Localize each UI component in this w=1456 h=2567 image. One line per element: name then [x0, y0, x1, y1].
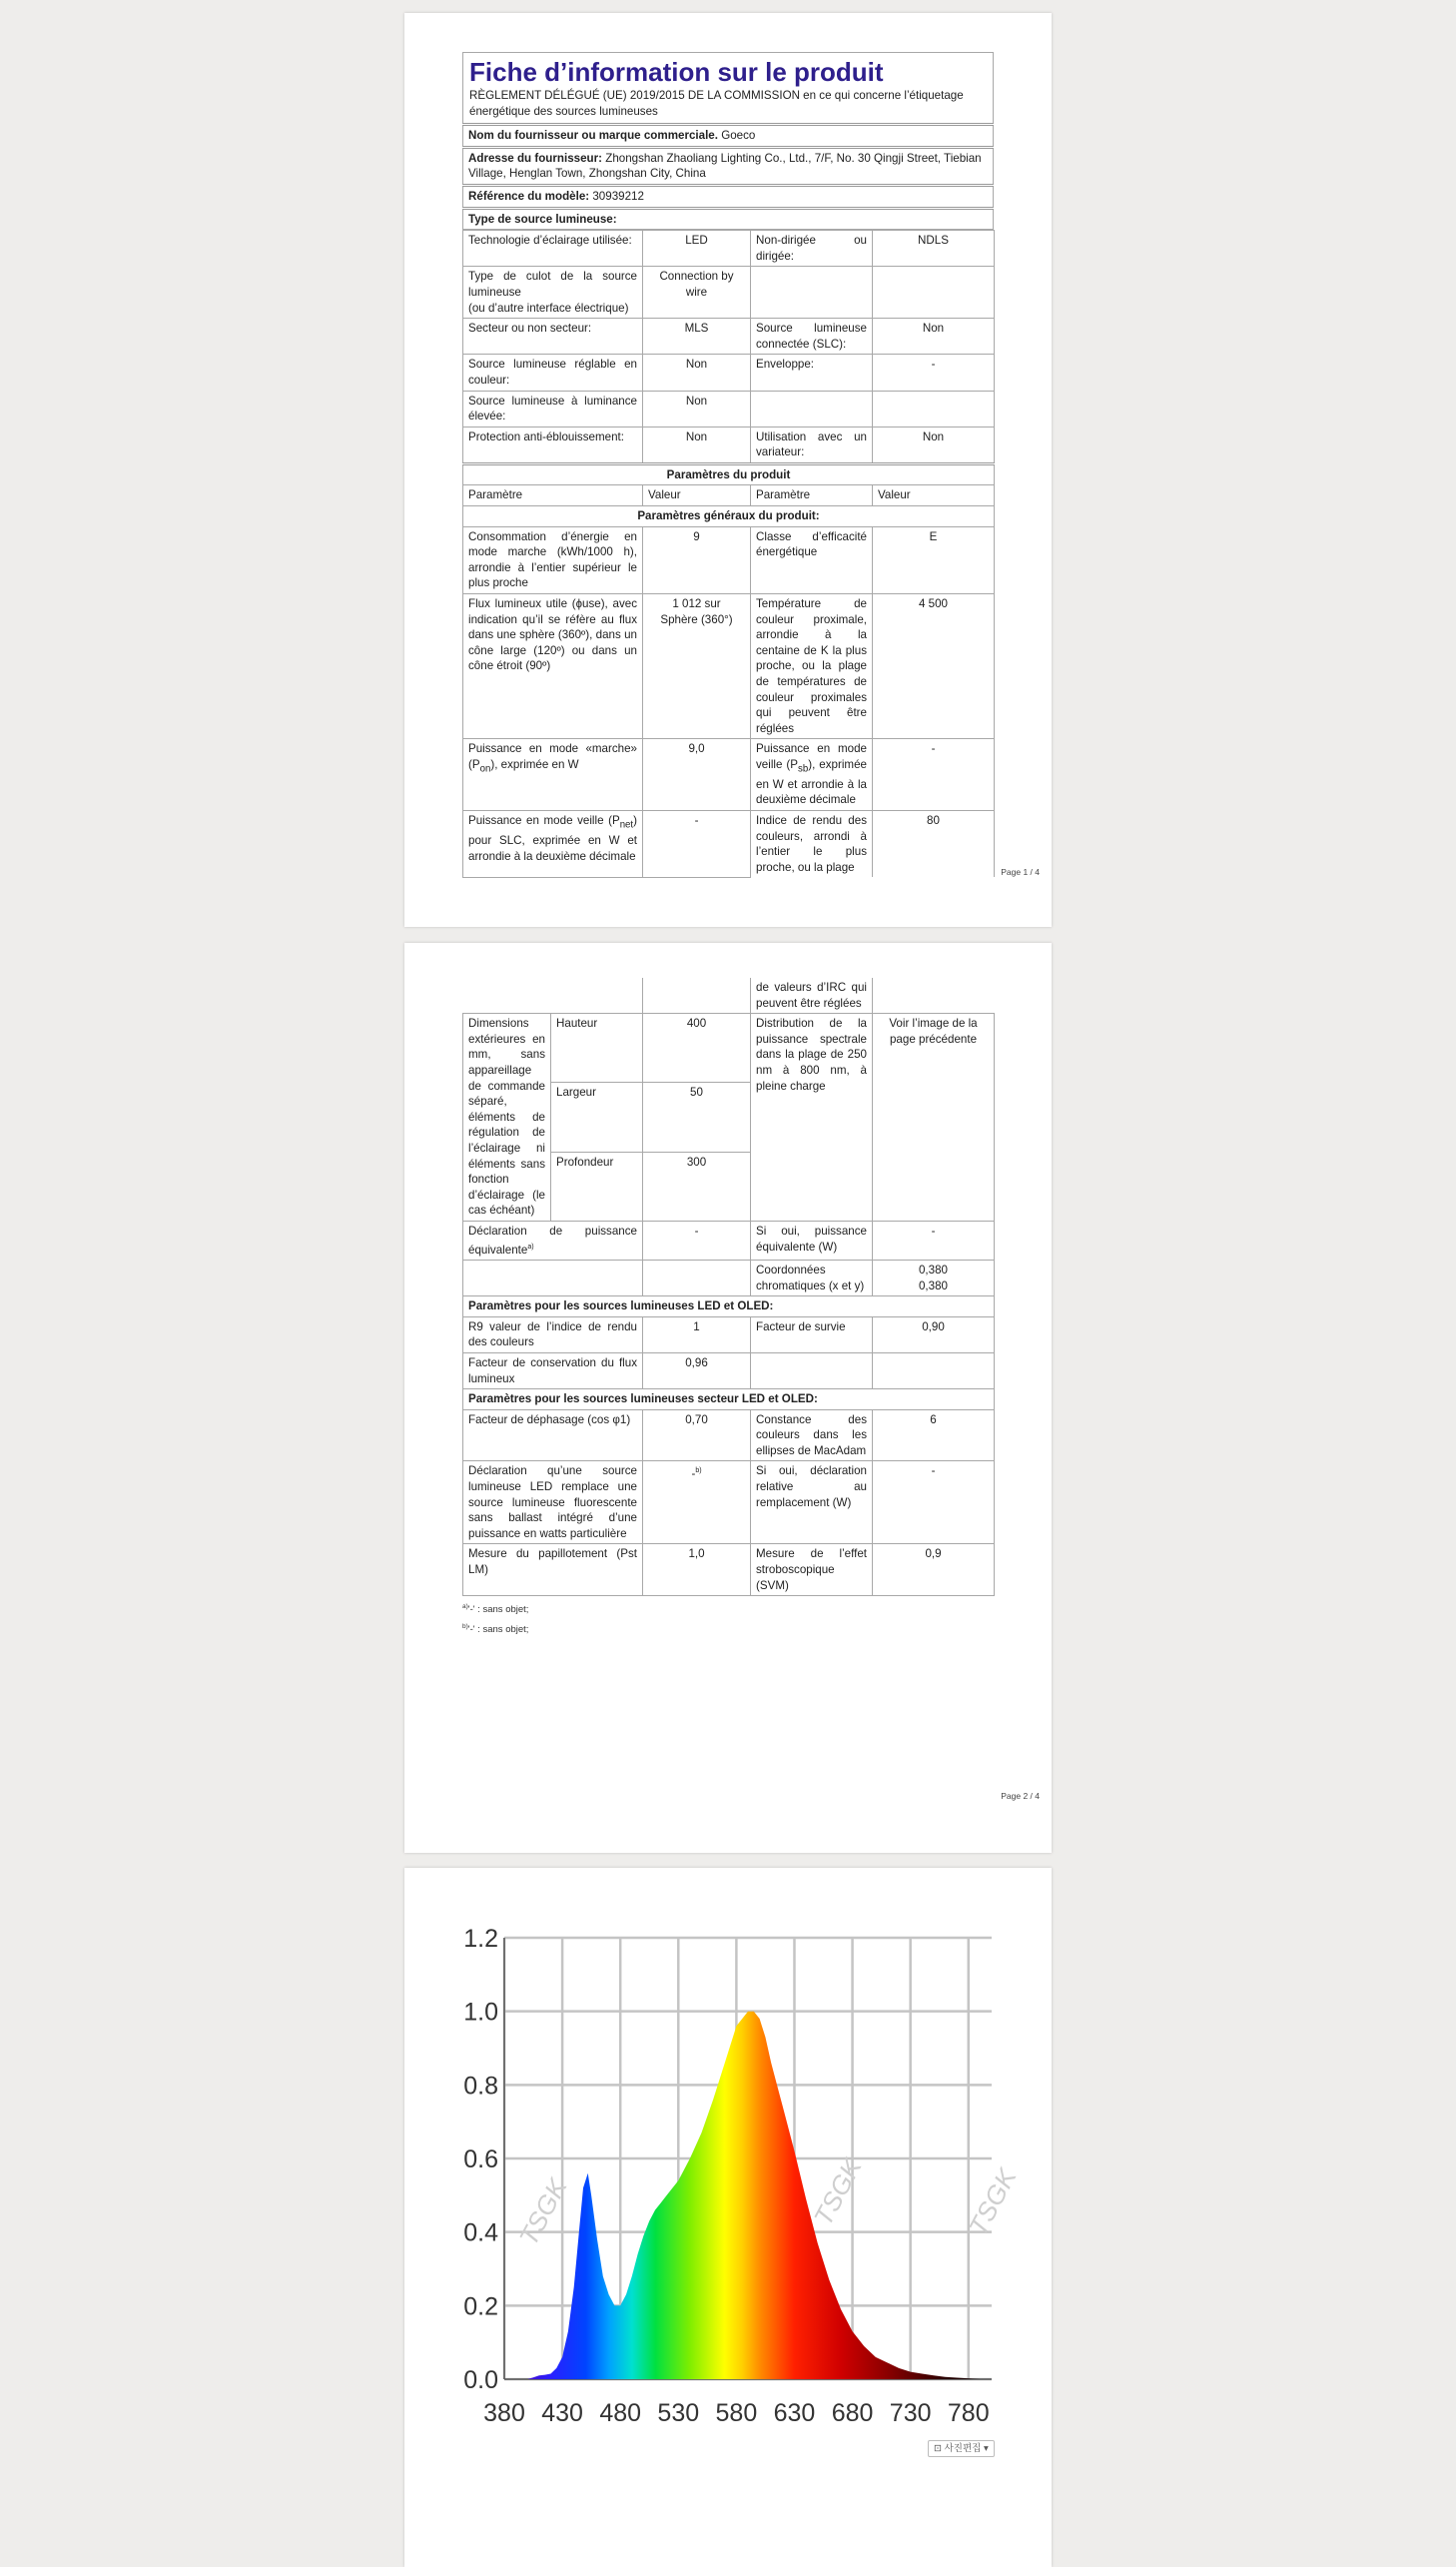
y-tick-label: 0.2	[463, 2292, 498, 2321]
document-page-1	[404, 13, 1052, 927]
macadam-value: 6	[873, 1409, 995, 1461]
type-table	[462, 230, 995, 878]
led-heading: Paramètres pour les sources lumineuses LED et OLED:	[463, 1296, 995, 1317]
watermark-text: TSGK	[962, 2163, 1023, 2240]
page-number: Page 2 / 4	[1001, 1791, 1040, 1801]
cri-label: Indice de rendu des couleurs, arrondi à l’entier le plus proche, ou la plage	[751, 811, 873, 878]
replacement-value-text: -	[691, 1467, 696, 1481]
pnet-label-text: ) pour SLC, exprimée en W et arrondie à la deuxième décimale	[468, 814, 637, 863]
cri-value: 80	[873, 811, 995, 878]
maintenance-label: Facteur de conservation du flux lumineux	[463, 1352, 643, 1388]
address-value: Zhongshan Zhaoliang Lighting Co., Ltd., 7/F, No. 30 Qingji Street, Tiebian Village, Henglan Town, Zhongshan City, China	[468, 151, 982, 181]
y-tick-label: 0.0	[463, 2366, 498, 2394]
header-table	[462, 52, 994, 230]
x-tick-label: 730	[889, 2399, 932, 2427]
maintenance-value: 0,96	[643, 1352, 751, 1388]
equiv-w-value: -	[873, 1221, 995, 1260]
page-number: Page 1 / 4	[1001, 867, 1040, 877]
depth-label: Profondeur	[551, 1152, 643, 1221]
empty-cell	[463, 978, 643, 1014]
energy-label: Consommation d’énergie en mode marche (kWh/1000 h), arrondie à l’entier supérieur le plus proche	[463, 526, 643, 593]
flicker-label: Mesure du papillotement (Pst LM)	[463, 1544, 643, 1596]
replacement-label: Déclaration qu’une source lumineuse LED remplace une source lumineuse fluorescente sans ballast intégré d’une puissance en watts particulière	[463, 1461, 643, 1544]
width-value: 50	[643, 1083, 751, 1152]
x-tick-label: 480	[599, 2399, 642, 2427]
info-sheet	[462, 52, 994, 878]
type-heading: Type de source lumineuse:	[463, 208, 994, 230]
empty-cell	[873, 267, 995, 319]
macadam-label: Constance des couleurs dans les ellipses de MacAdam	[751, 1409, 873, 1461]
document-page-2	[404, 943, 1052, 1853]
x-tick-label: 780	[947, 2399, 990, 2427]
watermark-text: TSGK	[807, 2153, 868, 2230]
footnote-a-mark: a)	[462, 1603, 468, 1611]
svm-value: 0,9	[873, 1544, 995, 1596]
pon-sub: on	[479, 763, 491, 775]
col-value-header: Valeur	[873, 485, 995, 506]
depth-value: 300	[643, 1152, 751, 1221]
x-tick-label: 430	[541, 2399, 583, 2427]
empty-cell	[463, 1260, 643, 1295]
mains-label: Secteur ou non secteur:	[463, 319, 643, 355]
photo-edit-icon: ⊡	[934, 2443, 942, 2454]
psb-sub: sb	[798, 763, 809, 775]
psb-label	[751, 739, 873, 811]
pon-label-text: Puissance en mode «marche» (P	[468, 742, 637, 771]
spd-label: Distribution de la puissance spectrale dans la plage de 250 nm à 800 nm, à pleine charge	[751, 1014, 873, 1222]
luminance-value: Non	[643, 391, 751, 427]
color-label: Source lumineuse réglable en couleur:	[463, 355, 643, 391]
y-tick-label: 0.4	[463, 2218, 498, 2247]
empty-cell	[751, 391, 873, 427]
envelope-value: -	[873, 355, 995, 391]
chroma-value	[873, 1260, 995, 1295]
cap-label-extra: (ou d’autre interface électrique)	[468, 301, 629, 315]
nondir-label: Non-dirigée ou dirigée:	[751, 231, 873, 267]
x-tick-label: 580	[715, 2399, 758, 2427]
photo-edit-button[interactable]	[928, 2440, 995, 2457]
equiv-label	[463, 1221, 643, 1260]
cap-label-cell	[463, 267, 643, 319]
params-heading: Paramètres du produit	[463, 463, 995, 485]
chroma-y: 0,380	[918, 1279, 948, 1292]
footnote-b-mark: b)	[462, 1623, 468, 1631]
chroma-x: 0,380	[918, 1263, 948, 1277]
replacement-value	[643, 1461, 751, 1544]
spectral-distribution-chart	[404, 1868, 1052, 2467]
footnote-b	[462, 1618, 994, 1638]
pon-value: 9,0	[643, 739, 751, 811]
pf-label: Facteur de déphasage (cos φ1)	[463, 1409, 643, 1461]
slc-value: Non	[873, 319, 995, 355]
document-page-3	[404, 1868, 1052, 2567]
page-title: Fiche d’information sur le produit	[469, 57, 884, 87]
supplier-label: Nom du fournisseur ou marque commerciale.	[468, 129, 718, 143]
y-tick-label: 0.8	[463, 2072, 498, 2101]
dimmer-value: Non	[873, 427, 995, 463]
tech-value: LED	[643, 231, 751, 267]
watermark-text: TSGK	[512, 2173, 573, 2250]
r9-label: R9 valeur de l’indice de rendu des couleurs	[463, 1316, 643, 1352]
empty-cell	[643, 978, 751, 1014]
model-label: Référence du modèle:	[468, 189, 590, 203]
replacement-footnote-ref: b)	[695, 1467, 702, 1475]
cri-label-cont: de valeurs d’IRC qui peuvent être réglées	[751, 978, 873, 1014]
address-label: Adresse du fournisseur:	[468, 151, 603, 165]
y-tick-label: 1.2	[463, 1925, 498, 1953]
pnet-sub: net	[619, 819, 634, 831]
flicker-value: 1,0	[643, 1544, 751, 1596]
survival-value: 0,90	[873, 1316, 995, 1352]
mains-led-heading: Paramètres pour les sources lumineuses secteur LED et OLED:	[463, 1389, 995, 1410]
r9-value: 1	[643, 1316, 751, 1352]
equiv-label-text: Déclaration de puissance équivalente	[468, 1224, 637, 1257]
col-param-header: Paramètre	[463, 485, 643, 506]
psb-label-text: ), exprimée en W et arrondie à la deuxième décimale	[756, 757, 867, 807]
supplier-value: Goeco	[721, 129, 756, 143]
col-value-header: Valeur	[643, 485, 751, 506]
cct-value: 4 500	[873, 594, 995, 739]
x-tick-label: 380	[483, 2399, 525, 2427]
pf-value: 0,70	[643, 1409, 751, 1461]
y-tick-label: 0.6	[463, 2145, 498, 2173]
chroma-label: Coordonnées chromatiques (x et y)	[751, 1260, 873, 1295]
equiv-value: -	[643, 1221, 751, 1260]
dimmer-label: Utilisation avec un variateur:	[751, 427, 873, 463]
x-tick-label: 630	[773, 2399, 816, 2427]
pnet-label-text: Puissance en mode veille (P	[468, 814, 620, 828]
footnote-a	[462, 1598, 994, 1618]
info-sheet-cont	[462, 978, 994, 1639]
envelope-label: Enveloppe:	[751, 355, 873, 391]
empty-cell	[873, 978, 995, 1014]
spectrum-area-series-0	[527, 2012, 980, 2379]
tech-label: Technologie d’éclairage utilisée:	[463, 231, 643, 267]
width-label: Largeur	[551, 1083, 643, 1152]
model-value: 30939212	[592, 189, 644, 203]
psb-value: -	[873, 739, 995, 811]
energy-value: 9	[643, 526, 751, 593]
spd-value: Voir l’image de la page précédente	[873, 1014, 995, 1222]
svm-label: Mesure de l’effet stroboscopique (SVM)	[751, 1544, 873, 1596]
glare-label: Protection anti-éblouissement:	[463, 427, 643, 463]
pnet-label	[463, 811, 643, 878]
glare-value: Non	[643, 427, 751, 463]
footnote-a-text: '-' : sans objet;	[467, 1604, 529, 1616]
x-tick-label: 680	[831, 2399, 874, 2427]
empty-cell	[643, 1260, 751, 1295]
class-label: Classe d’efficacité énergétique	[751, 526, 873, 593]
nondir-value: NDLS	[873, 231, 995, 267]
x-tick-label: 530	[657, 2399, 700, 2427]
class-value: E	[873, 526, 995, 593]
dimensions-label: Dimensions extérieures en mm, sans appareillage de commande séparé, éléments de régulation de l’éclairage ni éléments sans fonction d’éclairage (le cas échéant)	[463, 1014, 551, 1222]
survival-label: Facteur de survie	[751, 1316, 873, 1352]
col-param-header: Paramètre	[751, 485, 873, 506]
y-tick-label: 1.0	[463, 1998, 498, 2027]
cap-value: Connection by wire	[643, 267, 751, 319]
pon-label	[463, 739, 643, 811]
height-value: 400	[643, 1014, 751, 1083]
replacement-w-label: Si oui, déclaration relative au remplacement (W)	[751, 1461, 873, 1544]
cct-label: Température de couleur proximale, arrondie à la centaine de K la plus proche, ou la plage de températures de couleur proximales qui peuvent être réglées	[751, 594, 873, 739]
mains-value: MLS	[643, 319, 751, 355]
photo-edit-label: 사진편집	[944, 2443, 982, 2454]
color-value: Non	[643, 355, 751, 391]
pnet-value: -	[643, 811, 751, 878]
equiv-w-label: Si oui, puissance équivalente (W)	[751, 1221, 873, 1260]
params-table-cont	[462, 978, 995, 1596]
cap-label: Type de culot de la source lumineuse	[468, 270, 637, 299]
replacement-w-value: -	[873, 1461, 995, 1544]
regulation-text: RÈGLEMENT DÉLÉGUÉ (UE) 2019/2015 DE LA COMMISSION en ce qui concerne l’étiquetage énergétique des sources lumineuses	[469, 89, 964, 118]
equiv-footnote-ref: a)	[527, 1243, 534, 1251]
luminance-label: Source lumineuse à luminance élevée:	[463, 391, 643, 427]
flux-value: 1 012 sur Sphère (360°)	[643, 594, 751, 739]
empty-cell	[751, 267, 873, 319]
footnote-b-text: '-' : sans objet;	[467, 1624, 529, 1636]
pon-label-text: ), exprimée en W	[490, 757, 579, 771]
psb-label-text: Puissance en mode veille (P	[756, 742, 867, 771]
general-heading: Paramètres généraux du produit:	[463, 506, 995, 527]
chevron-down-icon: ▾	[983, 2443, 989, 2454]
flux-label: Flux lumineux utile (ɸuse), avec indication qu’il se réfère au flux dans une sphère (360º), dans un cône large (120º) ou dans un cône étroit (90º)	[463, 594, 643, 739]
empty-cell	[873, 391, 995, 427]
empty-cell	[873, 1352, 995, 1388]
empty-cell	[751, 1352, 873, 1388]
height-label: Hauteur	[551, 1014, 643, 1083]
slc-label: Source lumineuse connectée (SLC):	[751, 319, 873, 355]
